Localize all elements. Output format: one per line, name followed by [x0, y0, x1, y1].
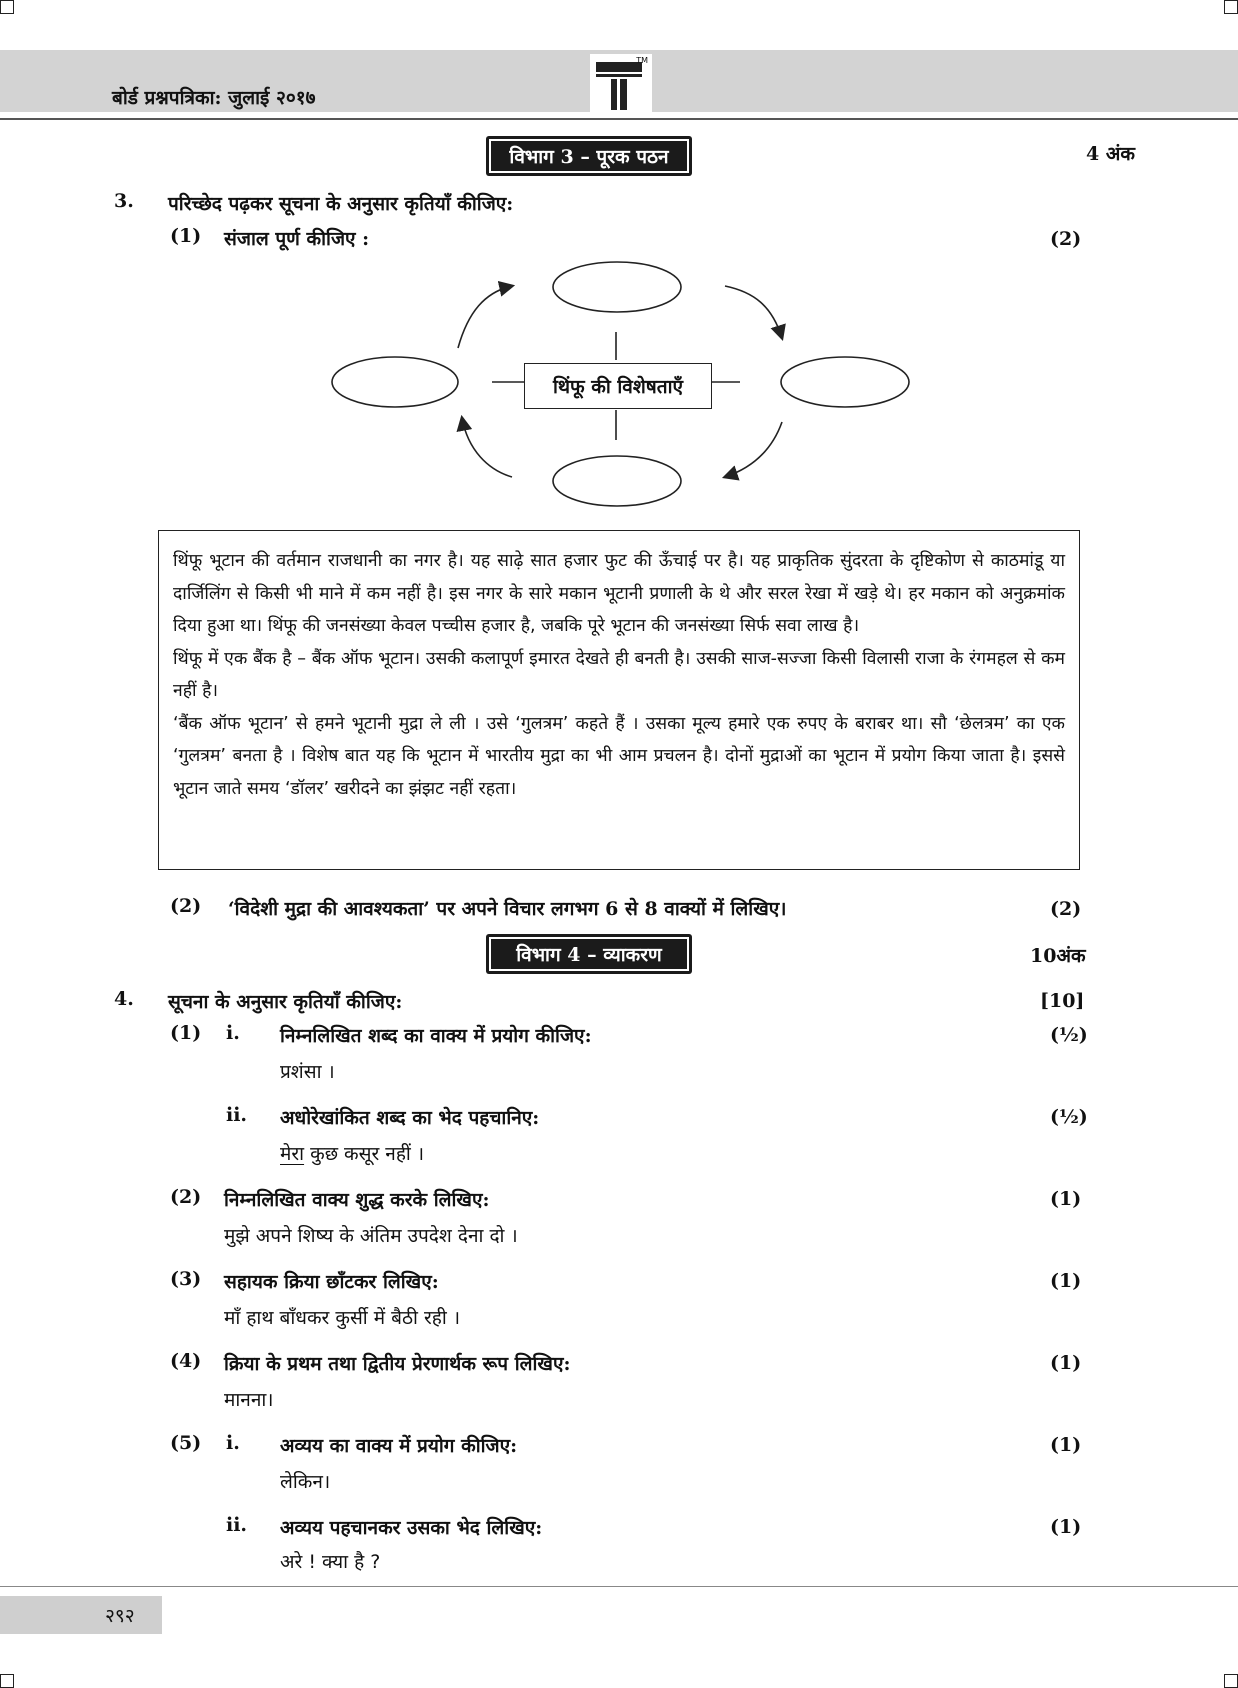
q4-item-3-text: सहायक क्रिया छाँटकर लिखिए: [224, 1271, 439, 1293]
logo-trademark: TM [636, 56, 648, 65]
page-header-title: बोर्ड प्रश्नपत्रिका: जुलाई २०१७ [112, 87, 316, 109]
q4-item-1-number: (1) [170, 1022, 202, 1044]
section-4-tag: विभाग 4 – व्याकरण [486, 934, 692, 974]
q4-item-1i-marks: (½) [1050, 1024, 1088, 1046]
q3-sub1-text: संजाल पूर्ण कीजिए : [224, 228, 370, 250]
crop-mark-bottom-left [0, 1674, 14, 1688]
web-blank-bottom[interactable] [553, 456, 681, 506]
section-4-marks: 10अंक [1030, 945, 1086, 967]
q4-item-5ii-text: अव्यय पहचानकर उसका भेद लिखिए: [280, 1517, 543, 1539]
underlined-word: मेरा [280, 1143, 305, 1165]
crop-mark-top-right [1224, 0, 1238, 14]
section-3-marks: 4 अंक [1086, 143, 1135, 165]
q4-item-5i-answer: लेकिन। [280, 1471, 331, 1493]
crop-mark-bottom-right [1224, 1674, 1238, 1688]
q4-item-5ii-answer: अरे ! क्या है ? [280, 1551, 381, 1573]
q3-sub1-number: (1) [170, 225, 202, 247]
q3-sub2-text: ‘विदेशी मुद्रा की आवश्यकता’ पर अपने विचार लगभग 6 से 8 वाक्यों में लिखिए। [228, 898, 787, 920]
question-4-text: सूचना के अनुसार कृतियाँ कीजिए: [168, 991, 403, 1013]
q4-item-4-marks: (1) [1050, 1352, 1082, 1374]
arrow-left-to-top [458, 286, 512, 348]
passage-paragraph-1: थिंफू भूटान की वर्तमान राजधानी का नगर है। यह साढ़े सात हजार फुट की ऊँचाई पर है। यह प्राकृतिक सुंदरता के दृष्टिकोण से काठमांडू या दार्जिलिंग से किसी भी माने में कम नहीं है। इस नगर के सारे मकान भूटानी प्रणाली के थे और सरल रेखा में खड़े थे। हर मकान को अनुक्रमांक दिया हुआ था। थिंफू की जनसंख्या केवल पच्चीस हजार है, जबकि पूरे भूटान की जनसंख्या सिर्फ सवा लाख है। [173, 551, 1065, 636]
section-3-tag: विभाग 3 – पूरक पठन [486, 136, 692, 176]
q4-item-4-number: (4) [170, 1350, 202, 1372]
q4-item-2-marks: (1) [1050, 1188, 1082, 1210]
q4-item-4-text: क्रिया के प्रथम तथा द्वितीय प्रेरणार्थक रूप लिखिए: [224, 1353, 571, 1375]
q3-sub1-marks: (2) [1050, 228, 1082, 250]
question-3-text: परिच्छेद पढ़कर सूचना के अनुसार कृतियाँ कीजिए: [168, 193, 514, 215]
page-number: २९२ [0, 1596, 162, 1634]
reading-passage [158, 530, 1080, 870]
q4-item-5i-text: अव्यय का वाक्य में प्रयोग कीजिए: [280, 1435, 518, 1457]
arrow-bottom-to-left [462, 418, 512, 477]
web-blank-top[interactable] [553, 262, 681, 312]
web-blank-right[interactable] [781, 357, 909, 407]
q4-item-2-answer: मुझे अपने शिष्य के अंतिम उपदेश देना दो । [224, 1225, 518, 1247]
crop-mark-top-left [0, 0, 14, 14]
q4-item-1ii-text: अधोरेखांकित शब्द का भेद पहचानिए: [280, 1107, 540, 1129]
q4-item-5i-roman: i. [226, 1432, 240, 1454]
q4-item-5ii-marks: (1) [1050, 1516, 1082, 1538]
question-3-number: 3. [114, 190, 134, 212]
passage-paragraph-3: ‘बैंक ऑफ भूटान’ से हमने भूटानी मुद्रा ले ली । उसे ‘गुलत्रम’ कहते हैं । उसका मूल्य हमारे एक रुपए के बराबर था। सौ ‘छेलत्रम’ का एक ‘गुलत्रम’ बनता है । विशेष बात यह कि भूटान में भारतीय मुद्रा का भी आम प्रचलन है। दोनों मुद्राओं का भूटान में प्रयोग किया जाता है। इससे भूटान जाते समय ‘डॉलर’ खरीदने का झंझट नहीं रहता। [173, 713, 1065, 799]
q4-item-1i-answer: प्रशंसा । [280, 1061, 335, 1083]
arrow-top-to-right [725, 286, 782, 338]
q4-item-3-marks: (1) [1050, 1270, 1082, 1292]
publisher-logo [590, 54, 652, 112]
arrow-right-to-bottom [725, 422, 782, 477]
q4-item-3-answer: माँ हाथ बाँधकर कुर्सी में बैठी रही । [224, 1307, 461, 1329]
web-center-label: थिंफू की विशेषताएँ [524, 363, 712, 409]
q4-item-5-number: (5) [170, 1432, 202, 1454]
q4-item-1ii-answer [280, 1140, 424, 1166]
q3-sub2-number: (2) [170, 895, 202, 917]
q4-item-4-answer: मानना। [224, 1389, 274, 1411]
q4-item-1i-text: निम्नलिखित शब्द का वाक्य में प्रयोग कीजिए: [280, 1025, 592, 1047]
q4-item-1i-roman: i. [226, 1022, 240, 1044]
q4-item-5i-marks: (1) [1050, 1434, 1082, 1456]
question-4-marks: [10] [1040, 990, 1085, 1012]
q4-item-3-number: (3) [170, 1268, 202, 1290]
footer-divider [0, 1586, 1238, 1587]
q4-item-5ii-roman: ii. [226, 1514, 248, 1536]
question-4-number: 4. [114, 988, 134, 1010]
q4-item-1ii-marks: (½) [1050, 1106, 1088, 1128]
answer-rest: कुछ कसूर नहीं । [304, 1143, 425, 1165]
web-blank-left[interactable] [332, 357, 458, 407]
header-divider [0, 118, 1238, 120]
q4-item-2-number: (2) [170, 1186, 202, 1208]
q4-item-2-text: निम्नलिखित वाक्य शुद्ध करके लिखिए: [224, 1189, 490, 1211]
passage-paragraph-2: थिंफू में एक बैंक है – बैंक ऑफ भूटान। उसकी कलापूर्ण इमारत देखते ही बनती है। उसकी साज-सज्जा किसी विलासी राजा के रंगमहल से कम नहीं है। [173, 648, 1065, 701]
q4-item-1ii-roman: ii. [226, 1104, 248, 1126]
q3-sub2-marks: (2) [1050, 898, 1082, 920]
